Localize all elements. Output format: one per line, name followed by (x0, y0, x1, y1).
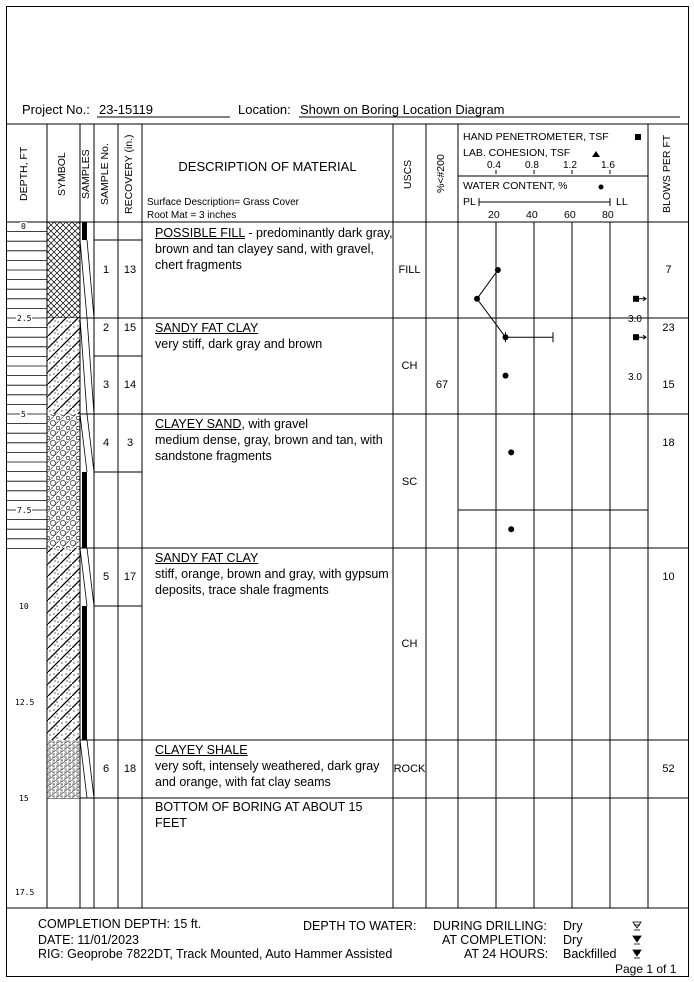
uscs-rock: ROCK (393, 763, 426, 775)
sample-recovery: 13 (123, 264, 137, 276)
col-depth: DEPTH, FT (18, 146, 30, 202)
sample-blows: 15 (662, 379, 675, 391)
legend-pl: PL (463, 196, 476, 208)
col-sample-no: SAMPLE No. (99, 143, 111, 205)
coh-tick-2: 0.8 (525, 160, 539, 171)
depth-label: 12.5 (15, 698, 35, 707)
legend-hand-pen: HAND PENETROMETER, TSF (463, 131, 609, 143)
hand-pen-value: 3.0 (628, 314, 642, 325)
uscs-sc: SC (401, 476, 418, 488)
coh-tick-3: 1.2 (563, 160, 577, 171)
depth-to-water-label: DEPTH TO WATER: (303, 919, 417, 933)
sample-recovery: 14 (123, 379, 137, 391)
sample-blows: 52 (662, 763, 675, 775)
sample-recovery: 18 (123, 763, 137, 775)
depth-label: 7.5 (17, 506, 32, 515)
uscs-ch-2: CH (401, 638, 418, 650)
col-description: DESCRIPTION OF MATERIAL (178, 159, 357, 174)
water-content-point (503, 373, 509, 379)
location-label: Location: (238, 102, 291, 117)
project-number: 23-15119 (99, 102, 153, 117)
project-label: Project No.: (22, 102, 90, 117)
date: DATE: 11/01/2023 (38, 933, 139, 947)
stratum-sandy-fat-clay-1: SANDY FAT CLAY very stiff, dark gray and brown (155, 321, 323, 351)
uscs-fill: FILL (398, 264, 421, 276)
col-samples: SAMPLES (80, 149, 92, 199)
sample-recovery: 3 (126, 437, 134, 449)
stratum-sandy-fat-clay-2: SANDY FAT CLAY stiff, orange, brown and gray, with gypsum deposits, trace shale fragments (155, 551, 389, 597)
depth-label: 2.5 (17, 314, 32, 323)
wc-tick-2: 40 (526, 209, 538, 221)
bottom-of-boring: BOTTOM OF BORING AT ABOUT 15 FEET (155, 800, 363, 830)
location-value: Shown on Boring Location Diagram (300, 102, 505, 117)
sample-pct200: 67 (435, 379, 449, 391)
hand-pen-arrow-icon (639, 335, 646, 339)
wc-tick-3: 60 (564, 209, 576, 221)
at-completion-label: AT COMPLETION: (442, 933, 547, 947)
legend-ll: LL (616, 196, 628, 208)
hand-pen-point (633, 296, 639, 302)
sample-no: 4 (102, 437, 110, 449)
uscs-ch-1: CH (401, 360, 418, 372)
water-content-line (477, 270, 506, 337)
at-24-hours-value: Backfilled (563, 947, 617, 961)
sample-no: 1 (102, 264, 110, 276)
coh-tick-1: 0.4 (487, 160, 501, 171)
sample-no: 3 (102, 379, 110, 391)
stratum-clayey-shale: CLAYEY SHALE very soft, intensely weathered, dark gray and orange, with fat clay seams (155, 743, 380, 789)
sample-recovery: 15 (123, 322, 137, 334)
sample-recovery: 17 (123, 571, 137, 583)
water-content-point (508, 449, 514, 455)
stratum-fill: POSSIBLE FILL - predominantly dark gray, brown and tan clayey sand, with gravel, chert fragments (155, 226, 393, 272)
col-blows: BLOWS PER FT (661, 134, 673, 214)
at-24-hours-label: AT 24 HOURS: (464, 947, 549, 961)
surface-description: Surface Description= Grass Cover (147, 197, 300, 208)
sample-no: 6 (102, 763, 110, 775)
col-symbol: SYMBOL (56, 152, 68, 196)
wc-tick-4: 80 (602, 209, 614, 221)
sample-no: 2 (102, 322, 110, 334)
depth-label: 0 (21, 222, 26, 231)
sample-blows: 7 (665, 264, 672, 276)
sample-blows: 10 (662, 571, 675, 583)
hand-pen-legend-icon (635, 134, 641, 140)
water-level-icons (633, 922, 641, 958)
col-uscs: USCS (402, 159, 414, 189)
during-drilling-label: DURING DRILLING: (433, 919, 547, 933)
sample-blows: 18 (662, 437, 675, 449)
lab-cohesion-legend-icon (592, 151, 600, 157)
depth-label: 5 (21, 410, 26, 419)
water-content-legend-icon (599, 185, 604, 190)
water-content-point (495, 267, 501, 273)
coh-tick-4: 1.6 (601, 160, 615, 171)
rig: RIG: Geoprobe 7822DT, Track Mounted, Auto Hammer Assisted (38, 947, 393, 961)
wc-tick-1: 20 (488, 209, 500, 221)
depth-label: 15 (19, 794, 29, 803)
legend-lab-cohesion: LAB. COHESION, TSF (463, 147, 571, 159)
sample-blows: 23 (662, 322, 675, 334)
during-drilling-value: Dry (563, 919, 583, 933)
sample-no: 5 (102, 571, 110, 583)
water-content-point (508, 526, 514, 532)
hand-pen-arrow-icon (639, 297, 646, 301)
stratum-clayey-sand: CLAYEY SAND, with gravel medium dense, gray, brown and tan, with sandstone fragments (155, 417, 383, 463)
page-number: Page 1 of 1 (615, 962, 677, 976)
depth-label: 17.5 (15, 888, 35, 897)
col-pct200: %<#200 (435, 154, 447, 194)
depth-label: 10 (19, 602, 29, 611)
hand-pen-point (633, 334, 639, 340)
water-content-point (474, 296, 480, 302)
col-recovery: RECOVERY (in.) (123, 134, 135, 214)
legend-water-content: WATER CONTENT, % (463, 180, 568, 192)
root-mat: Root Mat = 3 inches (147, 210, 237, 221)
at-completion-value: Dry (563, 933, 583, 947)
hand-pen-value: 3.0 (628, 372, 642, 383)
completion-depth: COMPLETION DEPTH: 15 ft. (38, 917, 202, 931)
